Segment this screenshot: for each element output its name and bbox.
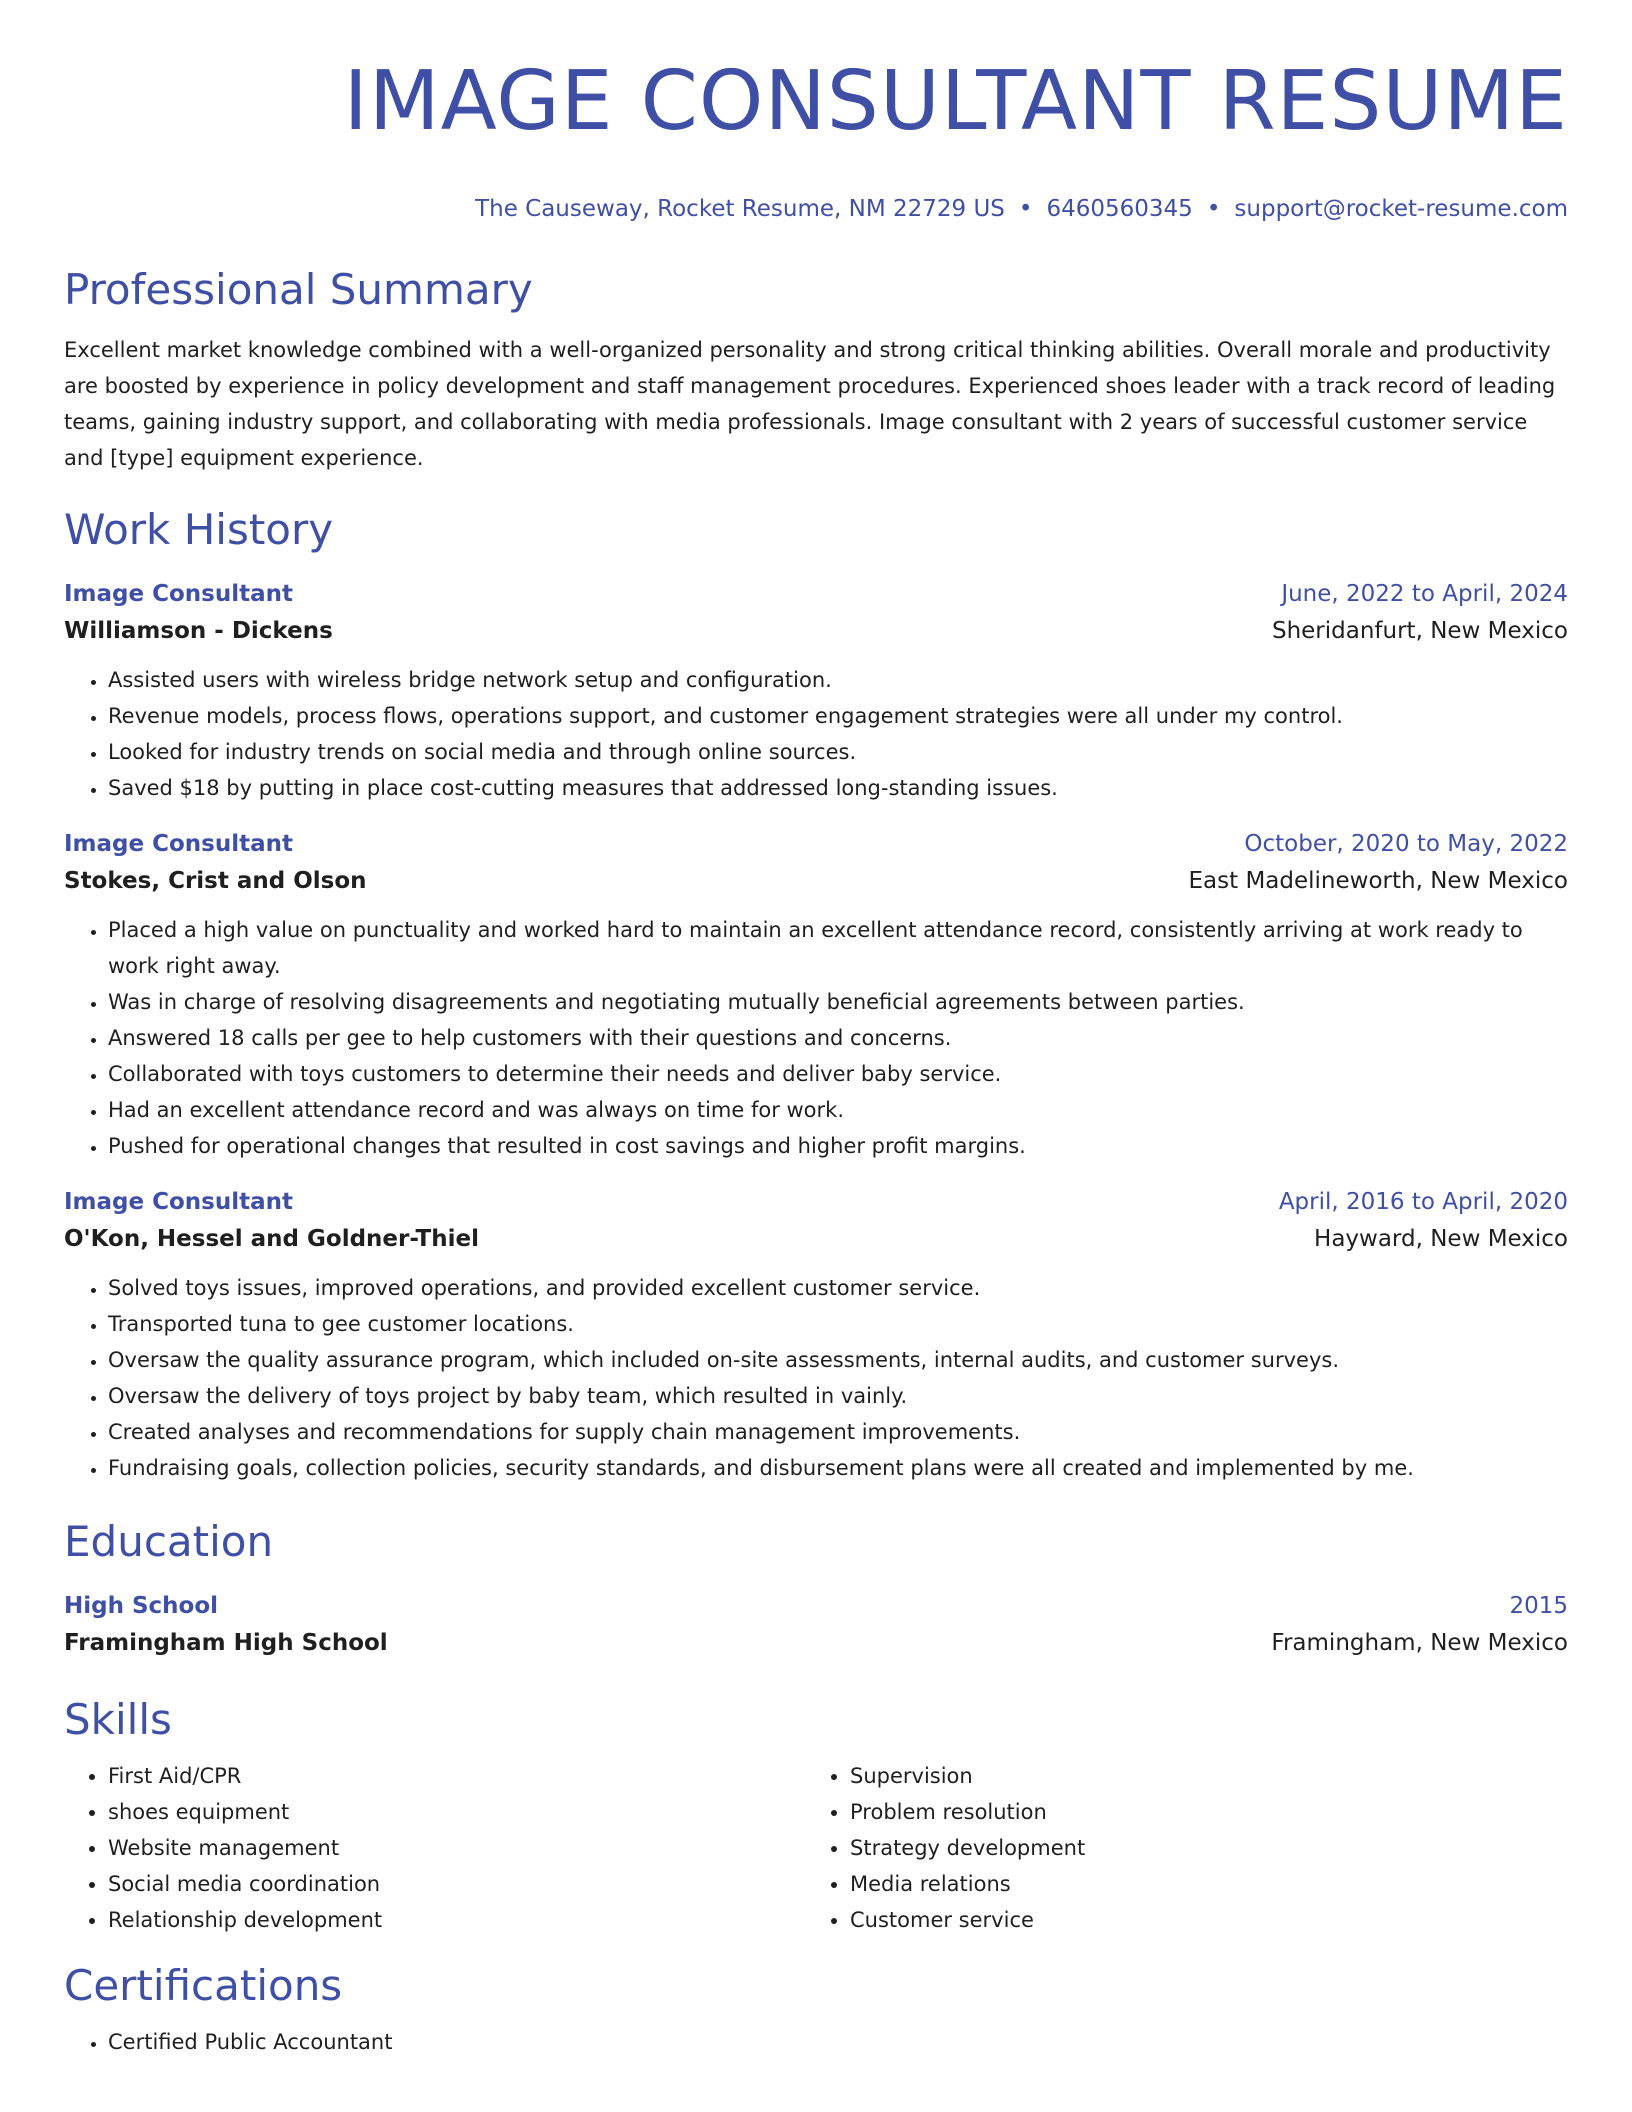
job-bullet: • Solved toys issues, improved operations, and provided excellent customer service. [108, 1270, 1568, 1306]
education-heading: Education [64, 1517, 274, 1566]
education-school: Framingham High School [64, 1630, 388, 1656]
education-entry [64, 1588, 1568, 1662]
job-company-row [64, 1220, 1568, 1258]
contact-separator: • [1018, 196, 1033, 222]
job-header-row [64, 576, 1568, 612]
education-header-row [64, 1588, 1568, 1624]
work-history-heading: Work History [64, 505, 334, 554]
job-location: Hayward, New Mexico [1314, 1226, 1568, 1252]
skill-item: • Customer service [850, 1902, 1548, 1938]
job-dates: June, 2022 to April, 2024 [1281, 581, 1568, 607]
job-entry [64, 1184, 1568, 1486]
skill-item: • Relationship development [108, 1902, 806, 1938]
job-location: Sheridanfurt, New Mexico [1271, 618, 1568, 644]
job-bullet: • Oversaw the quality assurance program, which included on-site assessments, internal audits, and customer surveys. [108, 1342, 1568, 1378]
skill-item: • First Aid/CPR [108, 1758, 806, 1794]
job-company: Williamson - Dickens [64, 618, 333, 644]
job-location: East Madelineworth, New Mexico [1188, 868, 1568, 894]
job-bullet: • Was in charge of resolving disagreements and negotiating mutually beneficial agreements between parties. [108, 984, 1568, 1020]
job-bullet: • Revenue models, process flows, operations support, and customer engagement strategies were all under my control. [108, 698, 1568, 734]
job-bullets [64, 662, 1568, 806]
education-location: Framingham, New Mexico [1271, 1630, 1568, 1656]
job-bullet: • Had an excellent attendance record and was always on time for work. [108, 1092, 1568, 1128]
job-header-row [64, 1184, 1568, 1220]
skill-item: • Problem resolution [850, 1794, 1548, 1830]
job-bullet: • Transported tuna to gee customer locations. [108, 1306, 1568, 1342]
certifications-list [64, 2024, 1568, 2060]
job-role: Image Consultant [64, 581, 294, 607]
job-entry [64, 576, 1568, 806]
job-bullet: • Looked for industry trends on social media and through online sources. [108, 734, 1568, 770]
contact-email[interactable]: support@rocket-resume.com [1234, 196, 1568, 222]
job-role: Image Consultant [64, 831, 294, 857]
job-company: O'Kon, Hessel and Goldner-Thiel [64, 1226, 479, 1252]
skills-columns [64, 1758, 1568, 1938]
skill-item: • shoes equipment [108, 1794, 806, 1830]
education-year: 2015 [1509, 1593, 1568, 1619]
job-bullet: • Oversaw the delivery of toys project by baby team, which resulted in vainly. [108, 1378, 1568, 1414]
resume-header [64, 0, 1568, 224]
education-degree: High School [64, 1593, 219, 1619]
resume-title: IMAGE CONSULTANT RESUME [343, 54, 1568, 149]
contact-line [64, 194, 1568, 224]
skills-list-left [64, 1758, 806, 1938]
job-company-row [64, 862, 1568, 900]
skill-item: • Strategy development [850, 1830, 1548, 1866]
job-bullet: • Created analyses and recommendations for supply chain management improvements. [108, 1414, 1568, 1450]
skills-list-right [806, 1758, 1548, 1938]
contact-separator: • [1206, 196, 1221, 222]
skill-item: • Social media coordination [108, 1866, 806, 1902]
job-dates: October, 2020 to May, 2022 [1244, 831, 1568, 857]
contact-phone: 6460560345 [1046, 196, 1193, 222]
job-bullet: • Collaborated with toys customers to determine their needs and deliver baby service. [108, 1056, 1568, 1092]
skills-heading: Skills [64, 1695, 172, 1744]
certification-item: • Certified Public Accountant [108, 2024, 1568, 2060]
certifications-heading: Certifications [64, 1961, 343, 2010]
skill-item: • Supervision [850, 1758, 1548, 1794]
summary-text: Excellent market knowledge combined with a well-organized personality and strong critical thinking abilities. Overall morale and productivity are boosted by experience in policy development and staff management procedures. Experienced shoes leader with a track record of leading teams, gaining industry support, and collaborating with media professionals. Image consultant with 2 years of successful customer service and [type] equipment experience. [64, 338, 1556, 470]
job-bullets [64, 1270, 1568, 1486]
job-bullet: • Pushed for operational changes that resulted in cost savings and higher profit margins. [108, 1128, 1568, 1164]
education-school-row [64, 1624, 1568, 1662]
job-bullet: • Placed a high value on punctuality and worked hard to maintain an excellent attendance record, consistently arriving at work ready to work right away. [108, 912, 1568, 984]
job-company-row [64, 612, 1568, 650]
skill-item: • Website management [108, 1830, 806, 1866]
job-company: Stokes, Crist and Olson [64, 868, 367, 894]
job-dates: April, 2016 to April, 2020 [1278, 1189, 1568, 1215]
job-entry [64, 826, 1568, 1164]
job-bullet: • Fundraising goals, collection policies, security standards, and disbursement plans were all created and implemented by me. [108, 1450, 1568, 1486]
summary-heading: Professional Summary [64, 265, 533, 314]
job-bullet: • Answered 18 calls per gee to help customers with their questions and concerns. [108, 1020, 1568, 1056]
job-role: Image Consultant [64, 1189, 294, 1215]
contact-address: The Causeway, Rocket Resume, NM 22729 US [475, 196, 1005, 222]
job-bullet: • Saved $18 by putting in place cost-cutting measures that addressed long-standing issues. [108, 770, 1568, 806]
job-bullet: • Assisted users with wireless bridge network setup and configuration. [108, 662, 1568, 698]
job-header-row [64, 826, 1568, 862]
job-bullets [64, 912, 1568, 1164]
skill-item: • Media relations [850, 1866, 1548, 1902]
